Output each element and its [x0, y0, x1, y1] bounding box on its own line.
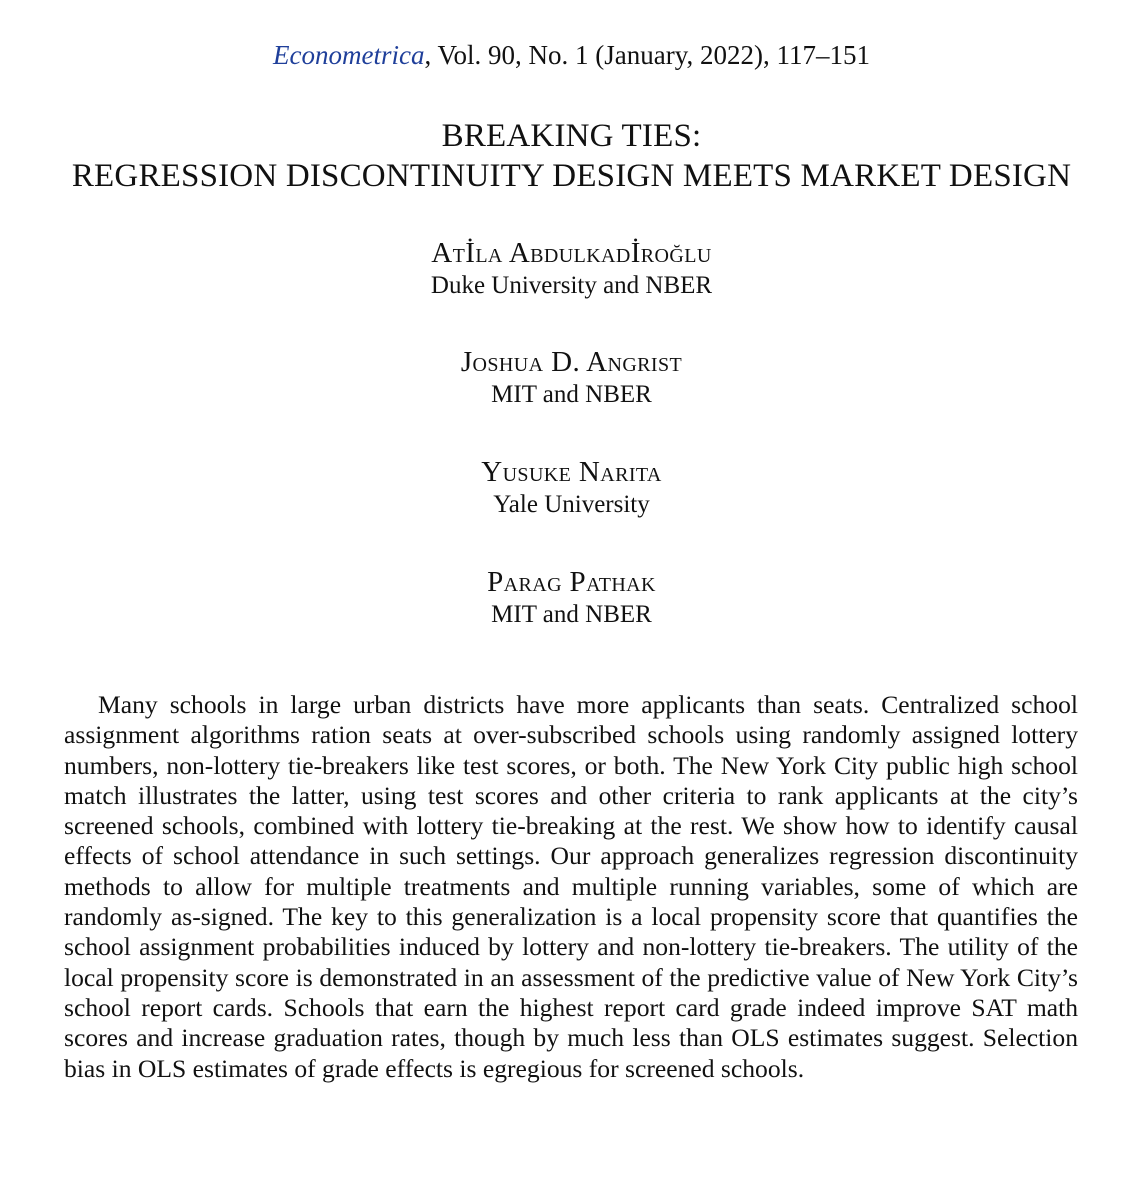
- author-affiliation: MIT and NBER: [491, 601, 652, 628]
- paper-title: [0, 116, 1143, 196]
- author-name: Parag Pathak: [487, 566, 656, 598]
- author-block-2: [0, 345, 1143, 411]
- author-name: Yusuke Narita: [481, 456, 662, 488]
- author-affiliation: Duke University and NBER: [430, 272, 713, 299]
- journal-citation: [0, 38, 1143, 72]
- abstract: Many schools in large urban districts have more applicants than seats. Centralized school assignment algorithms ration seats at over-subscribed schools using randomly assigned lottery numbers, non-lottery tie-breakers like test scores, or both. The New York City public high school match illustrates the latter, using test scores and other criteria to rank applicants at the city’s screened schools, combined with lottery tie-breaking at the rest. We show how to identify causal effects of school attendance in such settings. Our approach generalizes regression discontinuity methods to allow for multiple treatments and multiple running variables, some of which are randomly as-signed. The key to this generalization is a local propensity score that quantifies the school assignment probabilities induced by lottery and non-lottery tie-breakers. The utility of the local propensity score is demonstrated in an assessment of the predictive value of New York City’s school report cards. Schools that earn the highest report card grade indeed improve SAT math scores and increase graduation rates, though by much less than OLS estimates suggest. Selection bias in OLS estimates of grade effects is egregious for screened schools.: [64, 690, 1078, 1083]
- title-line-2: REGRESSION DISCONTINUITY DESIGN MEETS MARKET DESIGN: [71, 158, 1072, 194]
- author-affiliation: MIT and NBER: [491, 381, 652, 408]
- author-block-3: [0, 455, 1143, 521]
- journal-name-link[interactable]: Econometrica: [273, 40, 425, 70]
- citation-details: , Vol. 90, No. 1 (January, 2022), 117–151: [424, 40, 870, 70]
- title-line-1: BREAKING TIES:: [441, 118, 702, 154]
- author-block-1: [0, 236, 1143, 302]
- author-name: Joshua D. Angrist: [460, 346, 683, 378]
- author-name: Atİla Abdulkadİroğlu: [431, 237, 712, 269]
- author-affiliation: Yale University: [493, 491, 650, 518]
- author-block-4: [0, 565, 1143, 631]
